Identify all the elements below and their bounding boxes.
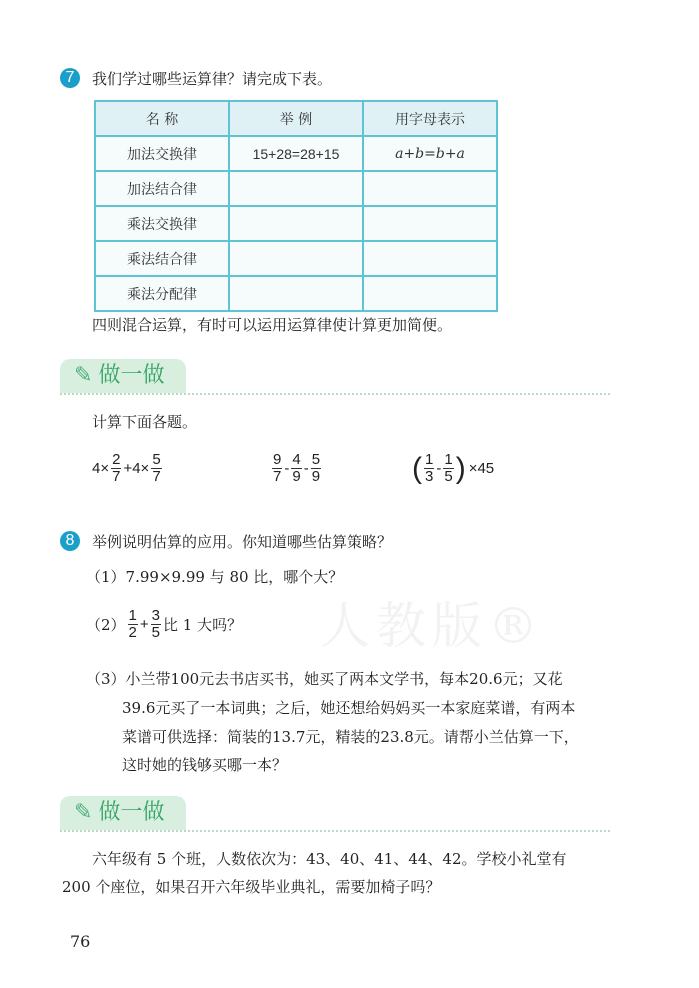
page-number: 76 [70,932,91,951]
cell: 乘法结合律 [95,241,229,276]
header-cell: 用字母表示 [363,101,497,136]
denominator: 7 [273,468,282,485]
note-text: 四则混合运算，有时可以运用运算律使计算更加简便。 [92,316,453,334]
operator: - [436,460,442,477]
cell [363,171,497,206]
practice-banner [60,359,186,393]
term: 比 1 大吗？ [163,616,243,634]
table-row [95,206,497,241]
header-cell: 举 例 [229,101,363,136]
table-row [95,171,497,206]
cell [363,241,497,276]
denominator: 7 [152,468,161,485]
denominator: 5 [444,468,453,485]
cell: 乘法分配律 [95,276,229,311]
laws-table [94,100,498,312]
table-row [95,241,497,276]
header-cell: 名 称 [95,101,229,136]
numerator: 1 [444,451,453,468]
cell: 加法结合律 [95,171,229,206]
instruction: 计算下面各题。 [92,413,198,431]
label: （2） [86,616,126,634]
expression-3 [412,452,494,485]
numerator: 5 [152,451,161,468]
fraction [272,452,282,485]
expression-2 [270,452,323,485]
pencil-icon: ✎ [74,800,93,825]
fraction [291,452,301,485]
fraction [111,452,121,485]
practice-text-line: 200 个座位，如果召开六年级毕业典礼，需要加椅子吗？ [62,878,441,896]
fraction [128,608,138,641]
sub-question-1: （1）7.99×9.99 与 80 比，哪个大？ [86,568,344,586]
cell [229,276,363,311]
cell [229,206,363,241]
pencil-icon: ✎ [74,363,93,388]
banner-title: 做一做 [98,363,165,388]
denominator: 5 [151,624,160,641]
sub-question-3-line: 菜谱可供选择：简装的13.7元，精装的23.8元。请帮小兰估算一下， [122,728,579,746]
numerator: 3 [151,607,160,624]
term: +4× [123,460,150,477]
table-row [95,276,497,311]
operator: + [139,616,149,633]
sub-question-3-line: 39.6元买了一本词典；之后，她还想给妈妈买一本家庭菜谱，有两本 [122,699,576,717]
table-row [95,136,497,171]
sub-question-3-line: 这时她的钱够买哪一本？ [122,756,288,774]
operator: - [284,460,290,477]
cell: 加法交换律 [95,136,229,171]
practice-text-line: 六年级有 5 个班，人数依次为：43、40、41、44、42。学校小礼堂有 [92,850,567,868]
table-header-row [95,101,497,136]
numerator: 4 [292,451,301,468]
term: ×45 [468,460,495,477]
cell: a+b=b+a [363,136,497,171]
fraction [151,608,161,641]
paren: ) [455,451,466,485]
operator: - [303,460,309,477]
fraction [311,452,321,485]
cell: 15+28=28+15 [229,136,363,171]
denominator: 9 [311,468,321,485]
cell [363,276,497,311]
numerator: 9 [273,451,282,468]
question-7-text: 我们学过哪些运算律？请完成下表。 [92,70,333,88]
expression-1 [92,452,164,485]
fraction [151,452,161,485]
paren: ( [412,451,422,485]
sub-question-3-line: （3）小兰带100元去书店买书，她买了两本文学书，每本20.6元；又花 [86,670,563,688]
cell [363,206,497,241]
fraction [443,452,453,485]
term: 4× [92,460,110,477]
numerator: 1 [425,451,434,468]
sub-question-2 [86,608,242,641]
numerator: 1 [128,607,137,624]
numerator: 5 [311,451,321,468]
denominator: 2 [128,624,137,641]
denominator: 7 [112,468,121,485]
question-8-text: 举例说明估算的应用。你知道哪些估算策略？ [92,533,393,551]
banner-title: 做一做 [98,800,165,825]
cell [229,171,363,206]
fraction [424,452,434,485]
practice-banner [60,796,186,830]
denominator: 3 [425,468,434,485]
watermark: 人教版® [320,597,544,655]
numerator: 2 [112,451,121,468]
cell: 乘法交换律 [95,206,229,241]
dotted-divider [60,393,610,395]
question-number-badge: 8 [60,531,80,551]
question-number-badge: 7 [60,68,80,88]
dotted-divider [60,830,610,832]
cell [229,241,363,276]
denominator: 9 [292,468,301,485]
